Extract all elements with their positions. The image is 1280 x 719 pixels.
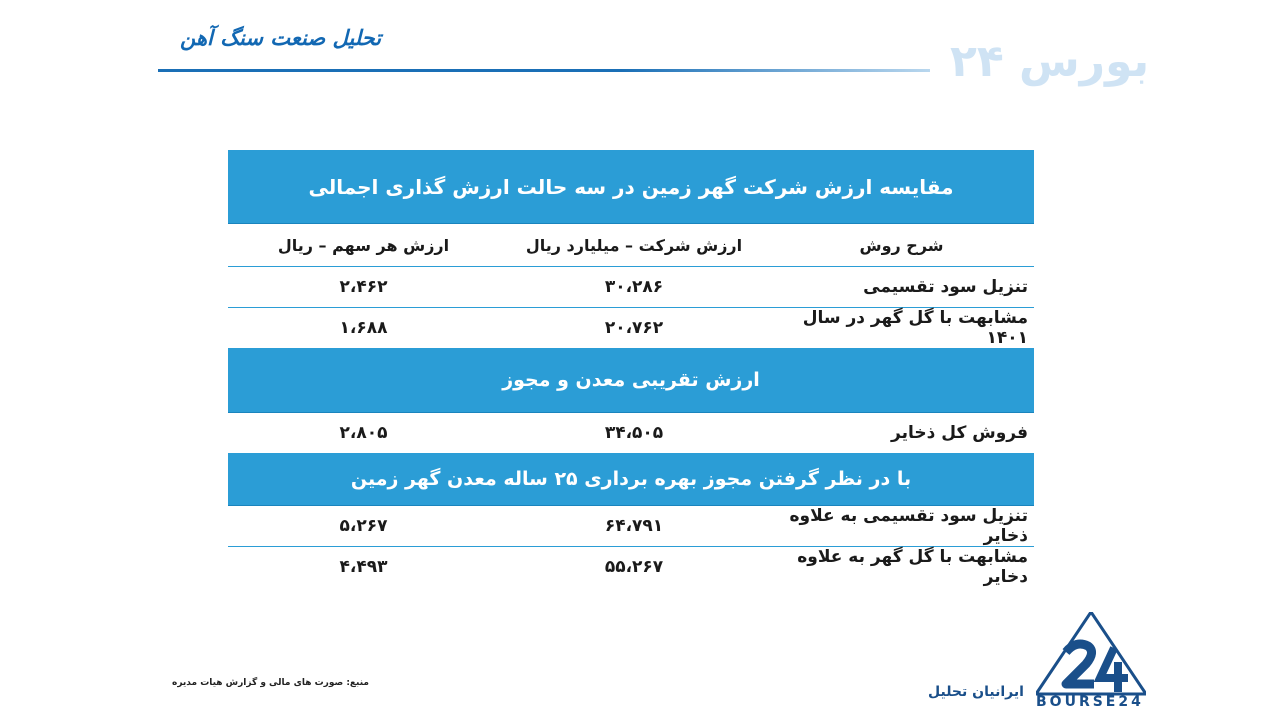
section-heading: ارزش تقریبی معدن و مجوز	[228, 348, 1034, 413]
share-value-cell: ۱،۶۸۸	[339, 318, 388, 338]
table-row	[228, 547, 1034, 587]
share-value-cell: ۲،۸۰۵	[339, 423, 388, 443]
table-row	[228, 308, 1034, 348]
table-row	[228, 506, 1034, 547]
company-value-cell: ۲۰،۷۶۲	[604, 318, 664, 338]
share-value-cell: ۵،۲۶۷	[339, 516, 388, 536]
share-value-cell: ۲،۴۶۲	[339, 277, 388, 297]
table-header-row	[228, 224, 1034, 267]
company-value-cell: ۶۴،۷۹۱	[604, 516, 664, 536]
section-heading: با در نظر گرفتن مجوز بهره برداری ۲۵ ساله معدن گهر زمین	[228, 453, 1034, 506]
company-value-cell: ۳۰،۲۸۶	[604, 277, 664, 297]
share-value-cell: ۴،۴۹۳	[339, 557, 388, 577]
company-value-cell: ۵۵،۲۶۷	[604, 557, 664, 577]
method-cell: مشابهت با گل گهر به علاوه دخایر	[797, 547, 1028, 587]
column-header-share-value: ارزش هر سهم – ریال	[277, 235, 450, 255]
page-title: تحلیل صنعت سنگ آهن	[180, 26, 382, 50]
column-header-method: شرح روش	[859, 235, 944, 255]
table-row	[228, 267, 1034, 308]
table-title: مقایسه ارزش شرکت گهر زمین در سه حالت ارزش گذاری اجمالی	[228, 150, 1034, 224]
table-row	[228, 413, 1034, 453]
method-cell: فروش کل ذخایر	[891, 423, 1028, 443]
bourse24-wordmark: BOURSE24	[1036, 694, 1144, 710]
method-cell: مشابهت با گل گهر در سال ۱۴۰۱	[802, 308, 1028, 348]
brand-logo: بورس ۲۴	[950, 36, 1150, 87]
company-value-cell: ۳۴،۵۰۵	[604, 423, 664, 443]
column-header-company-value: ارزش شرکت – میلیارد ریال	[525, 235, 743, 255]
method-cell: تنزیل سود تقسیمی	[863, 277, 1028, 297]
source-note: منبع: صورت های مالی و گزارش هیات مدیره	[172, 678, 369, 688]
method-cell: تنزیل سود تقسیمی به علاوه ذخایر	[789, 506, 1028, 546]
valuation-table	[228, 150, 1034, 587]
header-divider	[158, 69, 930, 72]
org-name: ایرانیان تحلیل	[928, 684, 1024, 700]
